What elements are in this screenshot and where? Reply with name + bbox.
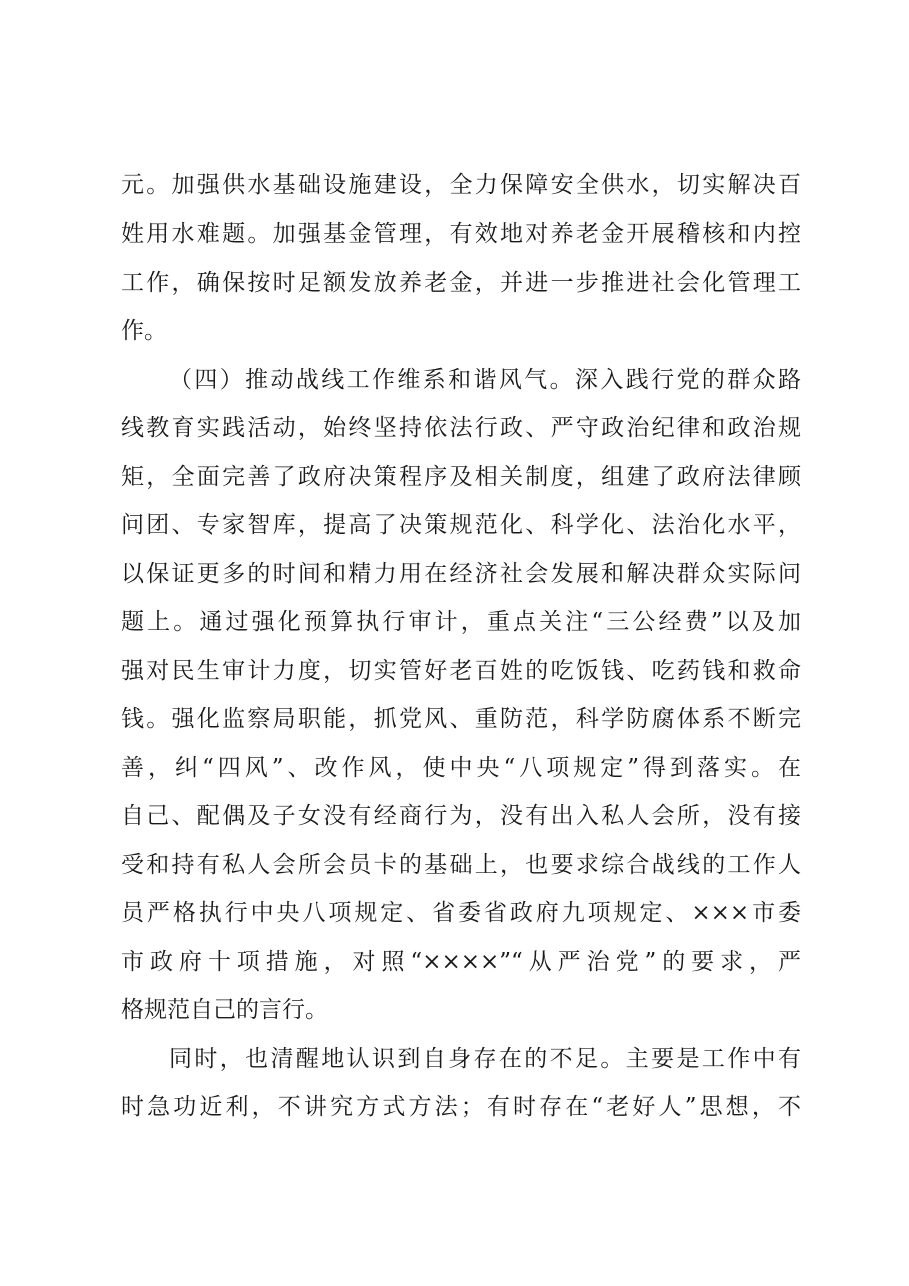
text-line: 格规范自己的言行。 — [121, 997, 328, 1023]
text-line: 强对民生审计力度，切实管好老百姓的吃饭钱、吃药钱和救命 — [121, 658, 801, 684]
text-line: 善，纠“四风”、改作风，使中央“八项规定”得到落实。在 — [121, 755, 801, 781]
text-line: 问团、专家智库，提高了决策规范化、科学化、法治化水平， — [121, 512, 801, 538]
text-line: 工作，确保按时足额发放养老金，并进一步推进社会化管理工 — [121, 270, 801, 296]
text-line: 受和持有私人会所会员卡的基础上，也要求综合战线的工作人 — [121, 852, 801, 878]
text-line: 作。 — [121, 318, 167, 344]
text-line: 以保证更多的时间和精力用在经济社会发展和解决群众实际问 — [121, 561, 801, 587]
text-line: 市政府十项措施，对照“××××”“从严治党”的要求，严 — [121, 949, 801, 975]
text-line: 元。加强供水基础设施建设，全力保障安全供水，切实解决百 — [121, 172, 801, 198]
paragraph-start-line: 同时，也清醒地认识到自身存在的不足。主要是工作中有 — [169, 1046, 801, 1072]
text-line: 矩，全面完善了政府决策程序及相关制度，组建了政府法律顾 — [121, 464, 801, 490]
text-line: 自己、配偶及子女没有经商行为，没有出入私人会所，没有接 — [121, 803, 801, 829]
paragraph-heading-line: （四）推动战线工作维系和谐风气。深入践行党的群众路 — [169, 367, 801, 393]
text-line: 钱。强化监察局职能，抓党风、重防范，科学防腐体系不断完 — [121, 706, 801, 732]
text-line: 时急功近利，不讲究方式方法；有时存在“老好人”思想，不 — [121, 1094, 801, 1120]
text-line: 题上。通过强化预算执行审计，重点关注“三公经费”以及加 — [121, 609, 801, 635]
text-line: 员严格执行中央八项规定、省委省政府九项规定、×××市委 — [121, 900, 801, 926]
text-line: 线教育实践活动，始终坚持依法行政、严守政治纪律和政治规 — [121, 415, 801, 441]
text-line: 姓用水难题。加强基金管理，有效地对养老金开展稽核和内控 — [121, 221, 801, 247]
